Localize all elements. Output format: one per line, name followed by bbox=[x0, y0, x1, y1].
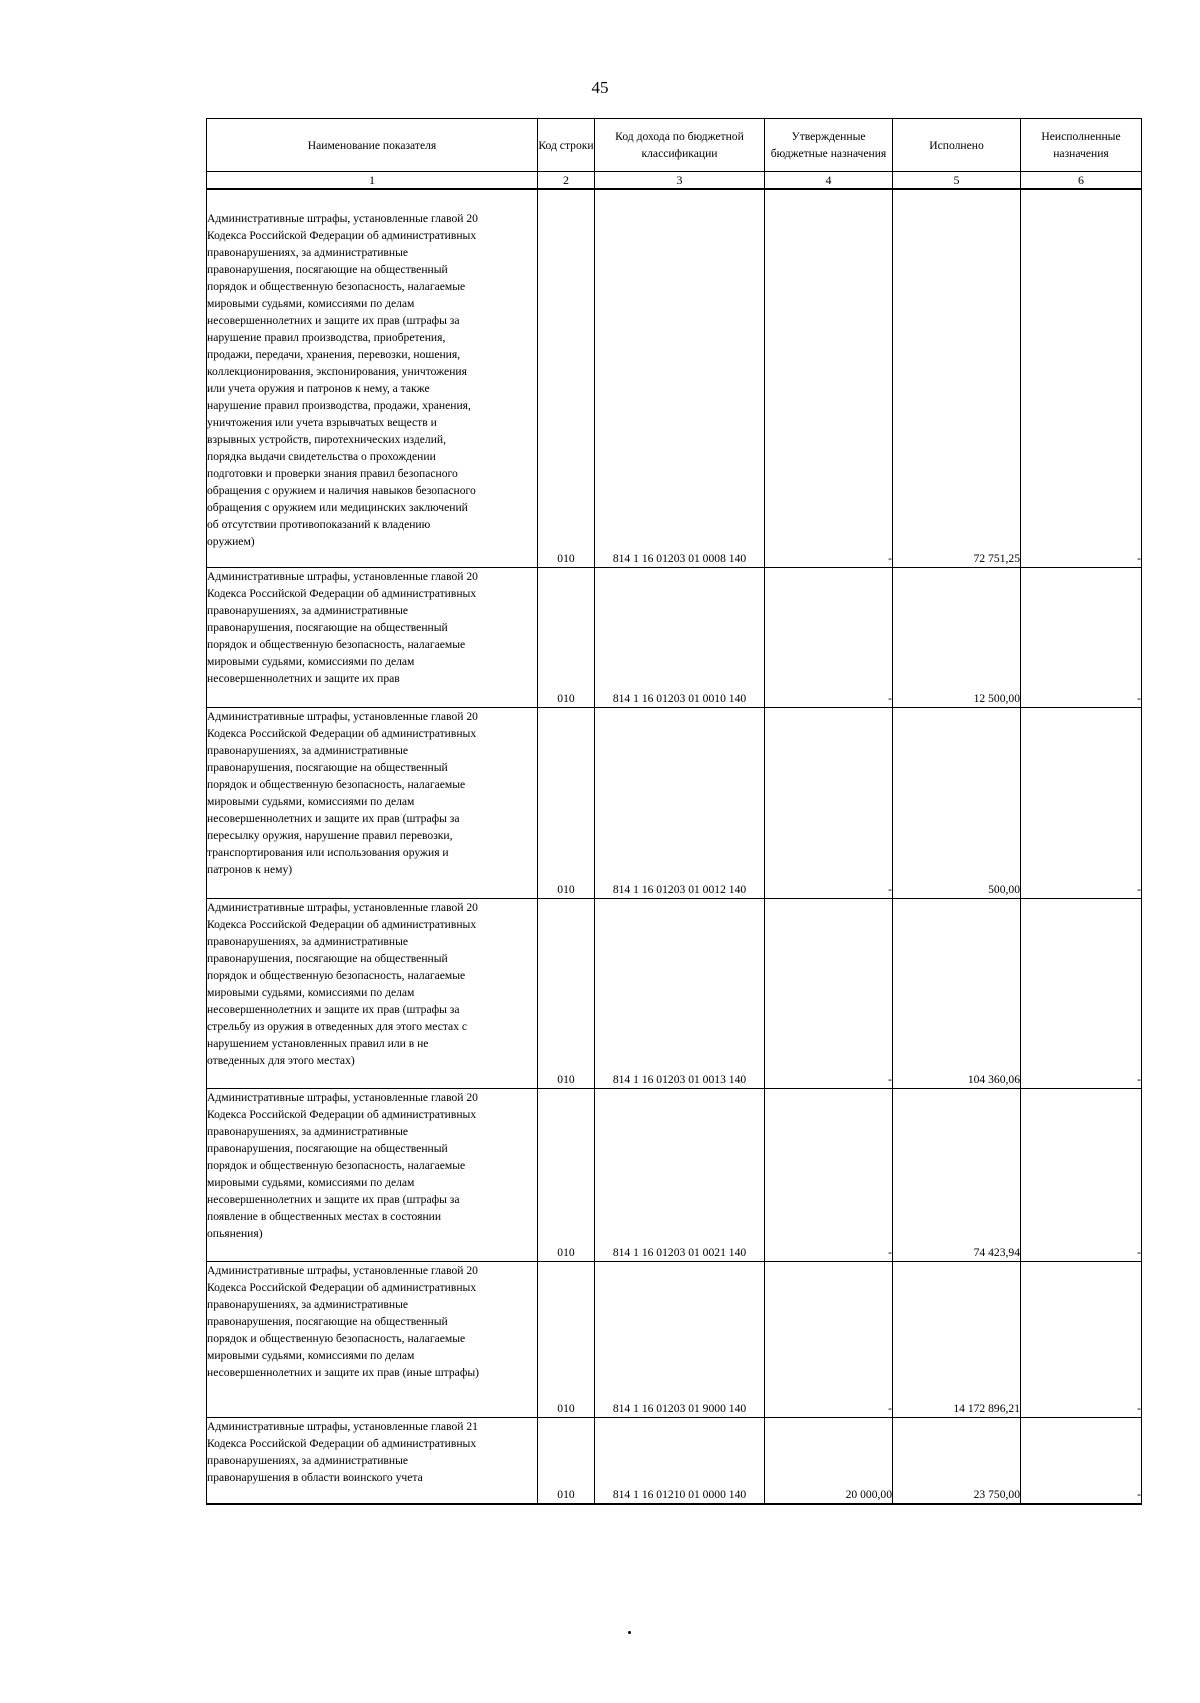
header-approved: Утвержденные бюджетные назначения bbox=[765, 119, 893, 172]
unexecuted-amount: - bbox=[1021, 1088, 1142, 1261]
line-code: 010 bbox=[538, 898, 595, 1088]
indicator-name: Административные штрафы, установленные главой 20 Кодекса Российской Федерации об административных правонарушениях, за административные правонарушения, посягающие на общественный порядок и общественную безопасность, налагаемые мировыми судьями, комиссиями по делам несовершеннолетних и защите их прав bbox=[207, 567, 538, 707]
header-unexecuted: Неисполненные назначения bbox=[1021, 119, 1142, 172]
executed-amount: 12 500,00 bbox=[893, 567, 1021, 707]
approved-amount: - bbox=[765, 707, 893, 898]
line-code: 010 bbox=[538, 1261, 595, 1417]
executed-amount: 74 423,94 bbox=[893, 1088, 1021, 1261]
line-code: 010 bbox=[538, 707, 595, 898]
income-code: 814 1 16 01203 01 0012 140 bbox=[595, 707, 765, 898]
line-code: 010 bbox=[538, 1417, 595, 1504]
column-number: 5 bbox=[893, 172, 1021, 190]
indicator-name: Административные штрафы, установленные главой 20 Кодекса Российской Федерации об административных правонарушениях, за административные правонарушения, посягающие на общественный порядок и общественную безопасность, налагаемые мировыми судьями, комиссиями по делам несовершеннолетних и защите их прав (иные штрафы) bbox=[207, 1261, 538, 1417]
table-row bbox=[207, 1417, 1142, 1504]
page-number: 45 bbox=[591, 78, 609, 97]
column-number: 2 bbox=[538, 172, 595, 190]
approved-amount: - bbox=[765, 898, 893, 1088]
indicator-name: Административные штрафы, установленные главой 20 Кодекса Российской Федерации об административных правонарушениях, за административные правонарушения, посягающие на общественный порядок и общественную безопасность, налагаемые мировыми судьями, комиссиями по делам несовершеннолетних и защите их прав (штрафы за пересылку оружия, нарушение правил перевозки, транспортирования или использования оружия и патронов к нему) bbox=[207, 707, 538, 898]
approved-amount: 20 000,00 bbox=[765, 1417, 893, 1504]
income-code: 814 1 16 01210 01 0000 140 bbox=[595, 1417, 765, 1504]
table-row bbox=[207, 1088, 1142, 1261]
approved-amount: - bbox=[765, 1088, 893, 1261]
table-row bbox=[207, 567, 1142, 707]
column-number-row bbox=[207, 172, 1142, 190]
header-indicator-name: Наименование показателя bbox=[207, 119, 538, 172]
column-number: 1 bbox=[207, 172, 538, 190]
header-executed: Исполнено bbox=[893, 119, 1021, 172]
unexecuted-amount: - bbox=[1021, 1261, 1142, 1417]
line-code: 010 bbox=[538, 567, 595, 707]
header-line-code: Код строки bbox=[538, 119, 595, 172]
income-code: 814 1 16 01203 01 0008 140 bbox=[595, 189, 765, 567]
income-code: 814 1 16 01203 01 0021 140 bbox=[595, 1088, 765, 1261]
approved-amount: - bbox=[765, 1261, 893, 1417]
indicator-name: Административные штрафы, установленные главой 20 Кодекса Российской Федерации об административных правонарушениях, за административные правонарушения, посягающие на общественный порядок и общественную безопасность, налагаемые мировыми судьями, комиссиями по делам несовершеннолетних и защите их прав (штрафы за нарушение правил производства, приобретения, продажи, передачи, хранения, перевозки, ношения, коллекционирования, экспонирования, уничтожения или учета оружия и патронов к нему, а также нарушение правил производства, продажи, хранения, уничтожения или учета взрывчатых веществ и взрывных устройств, пиротехнических изделий, порядка выдачи свидетельства о прохождении подготовки и проверки знания правил безопасного обращения с оружием и наличия навыков безопасного обращения с оружием или медицинских заключений об отсутствии противопоказаний к владению оружием) bbox=[207, 189, 538, 567]
header-income-code: Код дохода по бюджетной классификации bbox=[595, 119, 765, 172]
column-number: 4 bbox=[765, 172, 893, 190]
executed-amount: 23 750,00 bbox=[893, 1417, 1021, 1504]
table-header-row bbox=[207, 119, 1142, 172]
table-row bbox=[207, 1261, 1142, 1417]
line-code: 010 bbox=[538, 189, 595, 567]
unexecuted-amount: - bbox=[1021, 1417, 1142, 1504]
unexecuted-amount: - bbox=[1021, 189, 1142, 567]
income-code: 814 1 16 01203 01 9000 140 bbox=[595, 1261, 765, 1417]
indicator-name: Административные штрафы, установленные главой 20 Кодекса Российской Федерации об административных правонарушениях, за административные правонарушения, посягающие на общественный порядок и общественную безопасность, налагаемые мировыми судьями, комиссиями по делам несовершеннолетних и защите их прав (штрафы за появление в общественных местах в состоянии опьянения) bbox=[207, 1088, 538, 1261]
approved-amount: - bbox=[765, 189, 893, 567]
unexecuted-amount: - bbox=[1021, 898, 1142, 1088]
line-code: 010 bbox=[538, 1088, 595, 1261]
income-code: 814 1 16 01203 01 0013 140 bbox=[595, 898, 765, 1088]
executed-amount: 72 751,25 bbox=[893, 189, 1021, 567]
column-number: 3 bbox=[595, 172, 765, 190]
indicator-name: Административные штрафы, установленные главой 20 Кодекса Российской Федерации об административных правонарушениях, за административные правонарушения, посягающие на общественный порядок и общественную безопасность, налагаемые мировыми судьями, комиссиями по делам несовершеннолетних и защите их прав (штрафы за стрельбу из оружия в отведенных для этого местах с нарушением установленных правил или в не отведенных для этого местах) bbox=[207, 898, 538, 1088]
unexecuted-amount: - bbox=[1021, 707, 1142, 898]
table-row bbox=[207, 707, 1142, 898]
budget-execution-table bbox=[206, 118, 1142, 1505]
approved-amount: - bbox=[765, 567, 893, 707]
scan-speck bbox=[628, 1631, 631, 1634]
executed-amount: 500,00 bbox=[893, 707, 1021, 898]
executed-amount: 104 360,06 bbox=[893, 898, 1021, 1088]
table-row bbox=[207, 189, 1142, 567]
executed-amount: 14 172 896,21 bbox=[893, 1261, 1021, 1417]
unexecuted-amount: - bbox=[1021, 567, 1142, 707]
income-code: 814 1 16 01203 01 0010 140 bbox=[595, 567, 765, 707]
table-row bbox=[207, 898, 1142, 1088]
indicator-name: Административные штрафы, установленные главой 21 Кодекса Российской Федерации об административных правонарушениях, за административные правонарушения в области воинского учета bbox=[207, 1417, 538, 1504]
column-number: 6 bbox=[1021, 172, 1142, 190]
